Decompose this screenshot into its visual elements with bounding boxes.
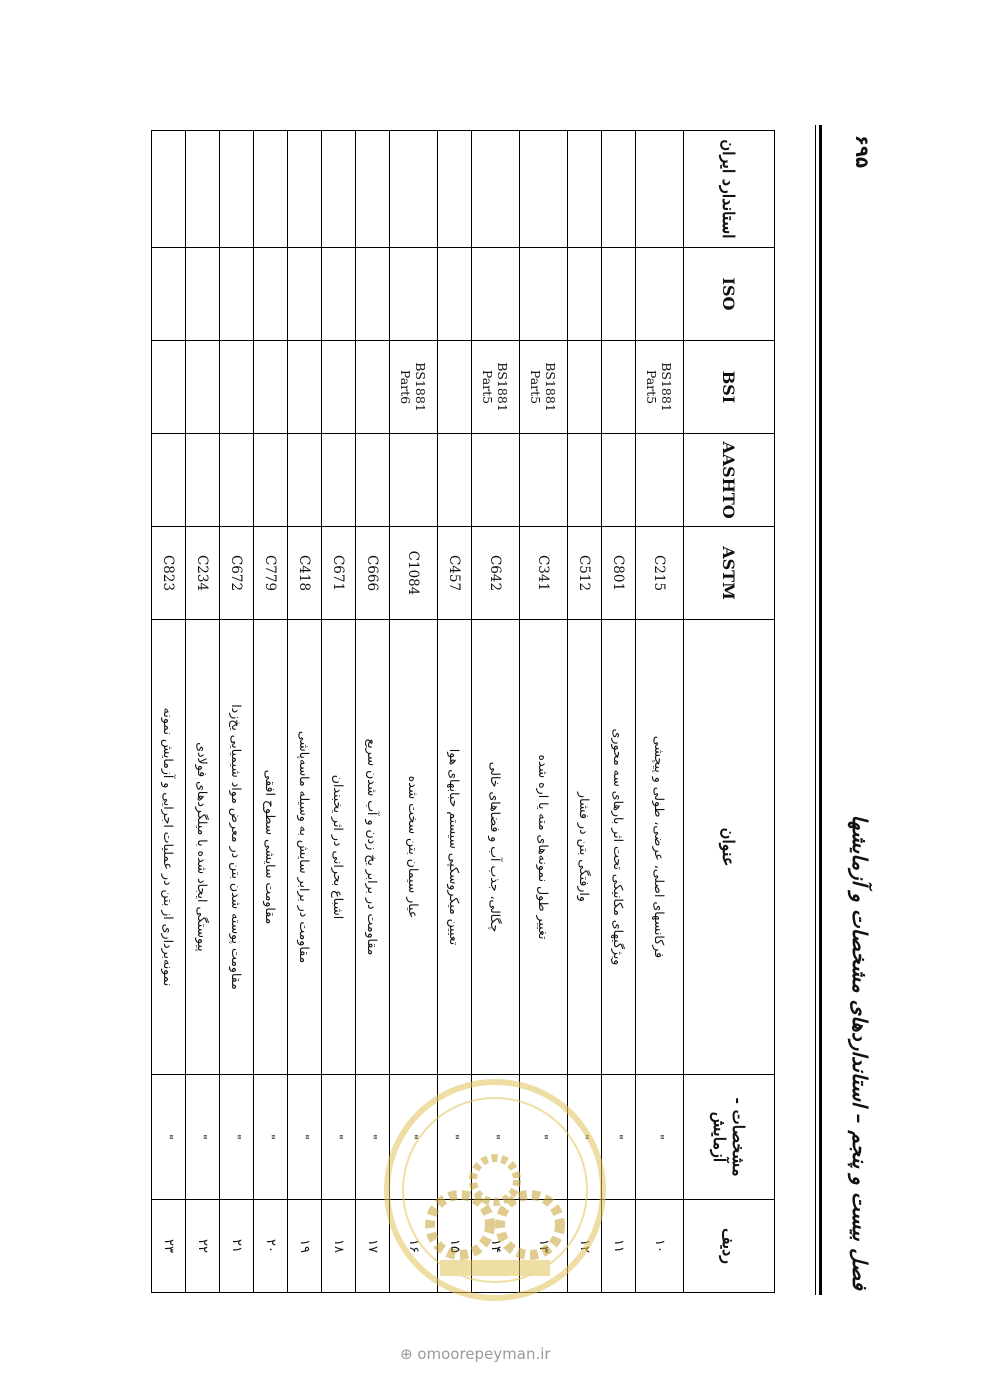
row-number-cell: ۱۴ [472, 1200, 520, 1293]
iso-cell [152, 248, 186, 341]
bsi-cell [220, 341, 254, 434]
title-cell: تغییر طول نمونه‌های مته یا اره شده [520, 620, 568, 1075]
spec-cell: " [520, 1075, 568, 1200]
spec-cell: " [390, 1075, 438, 1200]
aashto-cell [602, 434, 636, 527]
astm-cell: C642 [472, 527, 520, 620]
bsi-cell [520, 341, 568, 434]
col-header-row-number: ردیف [684, 1200, 775, 1293]
spec-cell: " [636, 1075, 684, 1200]
iran-cell [220, 131, 254, 248]
title-cell: مقاومت پوسته شدن بتن در معرض مواد شیمیایی یخ‌زدا [220, 620, 254, 1075]
iso-cell [472, 248, 520, 341]
iran-cell [636, 131, 684, 248]
aashto-cell [288, 434, 322, 527]
bsi-cell [322, 341, 356, 434]
col-header-astm: ASTM [684, 527, 775, 620]
iran-cell [288, 131, 322, 248]
title-cell: چگالی، جذب آب و فضاهای خالی [472, 620, 520, 1075]
aashto-cell [186, 434, 220, 527]
iso-cell [356, 248, 390, 341]
bsi-line: Part5 [528, 369, 544, 405]
header-rule-thick [819, 125, 822, 1295]
iso-cell [254, 248, 288, 341]
title-cell: عیار سیمان بتن سخت شده [390, 620, 438, 1075]
spec-cell: " [438, 1075, 472, 1200]
iso-cell [568, 248, 602, 341]
title-cell: تعیین میکروسکپی سیستم حبابهای هوا [438, 620, 472, 1075]
table-row [288, 131, 322, 1293]
iran-cell [186, 131, 220, 248]
astm-cell: C779 [254, 527, 288, 620]
title-cell: ویژگیهای مکانیکی تحت اثر بارهای سه محوری [602, 620, 636, 1075]
title-cell: اشباع بحرانی در اثر یخبندان [322, 620, 356, 1075]
row-number-cell: ۱۵ [438, 1200, 472, 1293]
aashto-cell [520, 434, 568, 527]
spec-cell: " [254, 1075, 288, 1200]
row-number-cell: ۱۹ [288, 1200, 322, 1293]
iso-cell [288, 248, 322, 341]
watermark-logo-icon [380, 1075, 610, 1305]
row-number-cell: ۲۲ [186, 1200, 220, 1293]
iran-cell [438, 131, 472, 248]
title-cell: فرکانسهای اصلی، عرضی، طولی و پیچشی [636, 620, 684, 1075]
page-number: ۶۹۵ [851, 135, 872, 168]
iso-cell [602, 248, 636, 341]
row-number-cell: ۱۲ [568, 1200, 602, 1293]
title-cell: مقاومت سایشی سطوح افقی [254, 620, 288, 1075]
aashto-cell [636, 434, 684, 527]
iran-cell [322, 131, 356, 248]
bsi-cell [472, 341, 520, 434]
astm-cell: C341 [520, 527, 568, 620]
astm-cell: C418 [288, 527, 322, 620]
spec-cell: " [220, 1075, 254, 1200]
bsi-line: BS1881 [413, 362, 429, 412]
bsi-cell [186, 341, 220, 434]
bsi-cell [254, 341, 288, 434]
spec-cell: " [472, 1075, 520, 1200]
row-number-cell: ۱۱ [602, 1200, 636, 1293]
bsi-cell [152, 341, 186, 434]
aashto-cell [568, 434, 602, 527]
table-row [220, 131, 254, 1293]
iran-cell [390, 131, 438, 248]
row-number-cell: ۲۰ [254, 1200, 288, 1293]
table-header-row [684, 131, 775, 1293]
row-number-cell: ۱۷ [356, 1200, 390, 1293]
table-row [186, 131, 220, 1293]
bsi-line: Part6 [398, 369, 414, 405]
astm-cell: C234 [186, 527, 220, 620]
iran-cell [472, 131, 520, 248]
iso-cell [636, 248, 684, 341]
astm-cell: C823 [152, 527, 186, 620]
astm-cell: C672 [220, 527, 254, 620]
aashto-cell [390, 434, 438, 527]
iso-cell [390, 248, 438, 341]
astm-cell: C666 [356, 527, 390, 620]
spec-cell: " [152, 1075, 186, 1200]
col-header-iso: ISO [684, 248, 775, 341]
iso-cell [520, 248, 568, 341]
row-number-cell: ۱۸ [322, 1200, 356, 1293]
aashto-cell [438, 434, 472, 527]
table-row [254, 131, 288, 1293]
col-header-aashto: AASHTO [684, 434, 775, 527]
aashto-cell [472, 434, 520, 527]
title-cell: مقاومت در برابر یخ زدن و آب شدن سریع [356, 620, 390, 1075]
astm-cell: C801 [602, 527, 636, 620]
table-row [152, 131, 186, 1293]
bsi-cell [390, 341, 438, 434]
astm-cell: C457 [438, 527, 472, 620]
iran-cell [602, 131, 636, 248]
iran-cell [520, 131, 568, 248]
iso-cell [438, 248, 472, 341]
bsi-line: Part5 [644, 369, 660, 405]
iran-cell [356, 131, 390, 248]
iso-cell [322, 248, 356, 341]
watermark-site-text: ⊕ omoorepeyman.ir [400, 1345, 551, 1363]
bsi-cell [568, 341, 602, 434]
bsi-cell [636, 341, 684, 434]
aashto-cell [322, 434, 356, 527]
page-header-title: فصل بیست و پنجم – استانداردهای مشخصات و آزمایشها [848, 814, 872, 1290]
bsi-cell [356, 341, 390, 434]
bsi-line: Part5 [480, 369, 496, 405]
astm-cell: C512 [568, 527, 602, 620]
spec-cell: " [568, 1075, 602, 1200]
bsi-line: BS1881 [543, 362, 559, 412]
col-header-title: عنوان [684, 620, 775, 1075]
row-number-cell: ۲۱ [220, 1200, 254, 1293]
bsi-cell [288, 341, 322, 434]
aashto-cell [356, 434, 390, 527]
spec-cell: " [602, 1075, 636, 1200]
title-cell: پیوستگی ایجاد شده با میلگردهای فولادی [186, 620, 220, 1075]
bsi-cell [438, 341, 472, 434]
iso-cell [220, 248, 254, 341]
spec-cell: " [322, 1075, 356, 1200]
iran-cell [254, 131, 288, 248]
row-number-cell: ۱۳ [520, 1200, 568, 1293]
title-cell: وارفتگی بتن در فشار [568, 620, 602, 1075]
iran-cell [568, 131, 602, 248]
bsi-cell [602, 341, 636, 434]
bsi-line: BS1881 [495, 362, 511, 412]
col-header-spec: مشخصات - آزمایش [684, 1075, 775, 1200]
table-row [322, 131, 356, 1293]
row-number-cell: ۱۶ [390, 1200, 438, 1293]
astm-cell: C215 [636, 527, 684, 620]
astm-cell: C1084 [390, 527, 438, 620]
title-cell: نمونه‌برداری از بتن در عملیات اجرایی و آزمایش نمونه [152, 620, 186, 1075]
astm-cell: C671 [322, 527, 356, 620]
row-number-cell: ۲۳ [152, 1200, 186, 1293]
title-cell: مقاومت در برابر سایش به وسیله ماسه‌پاشی [288, 620, 322, 1075]
row-number-cell: ۱۰ [636, 1200, 684, 1293]
aashto-cell [254, 434, 288, 527]
header-rule-thin [815, 125, 816, 1295]
spec-cell: " [356, 1075, 390, 1200]
col-header-bsi: BSI [684, 341, 775, 434]
iran-cell [152, 131, 186, 248]
spec-cell: " [186, 1075, 220, 1200]
spec-cell: " [288, 1075, 322, 1200]
table-row [636, 131, 684, 1293]
col-header-iran: استاندارد ایران [684, 131, 775, 248]
iso-cell [186, 248, 220, 341]
aashto-cell [220, 434, 254, 527]
aashto-cell [152, 434, 186, 527]
bsi-line: BS1881 [659, 362, 675, 412]
